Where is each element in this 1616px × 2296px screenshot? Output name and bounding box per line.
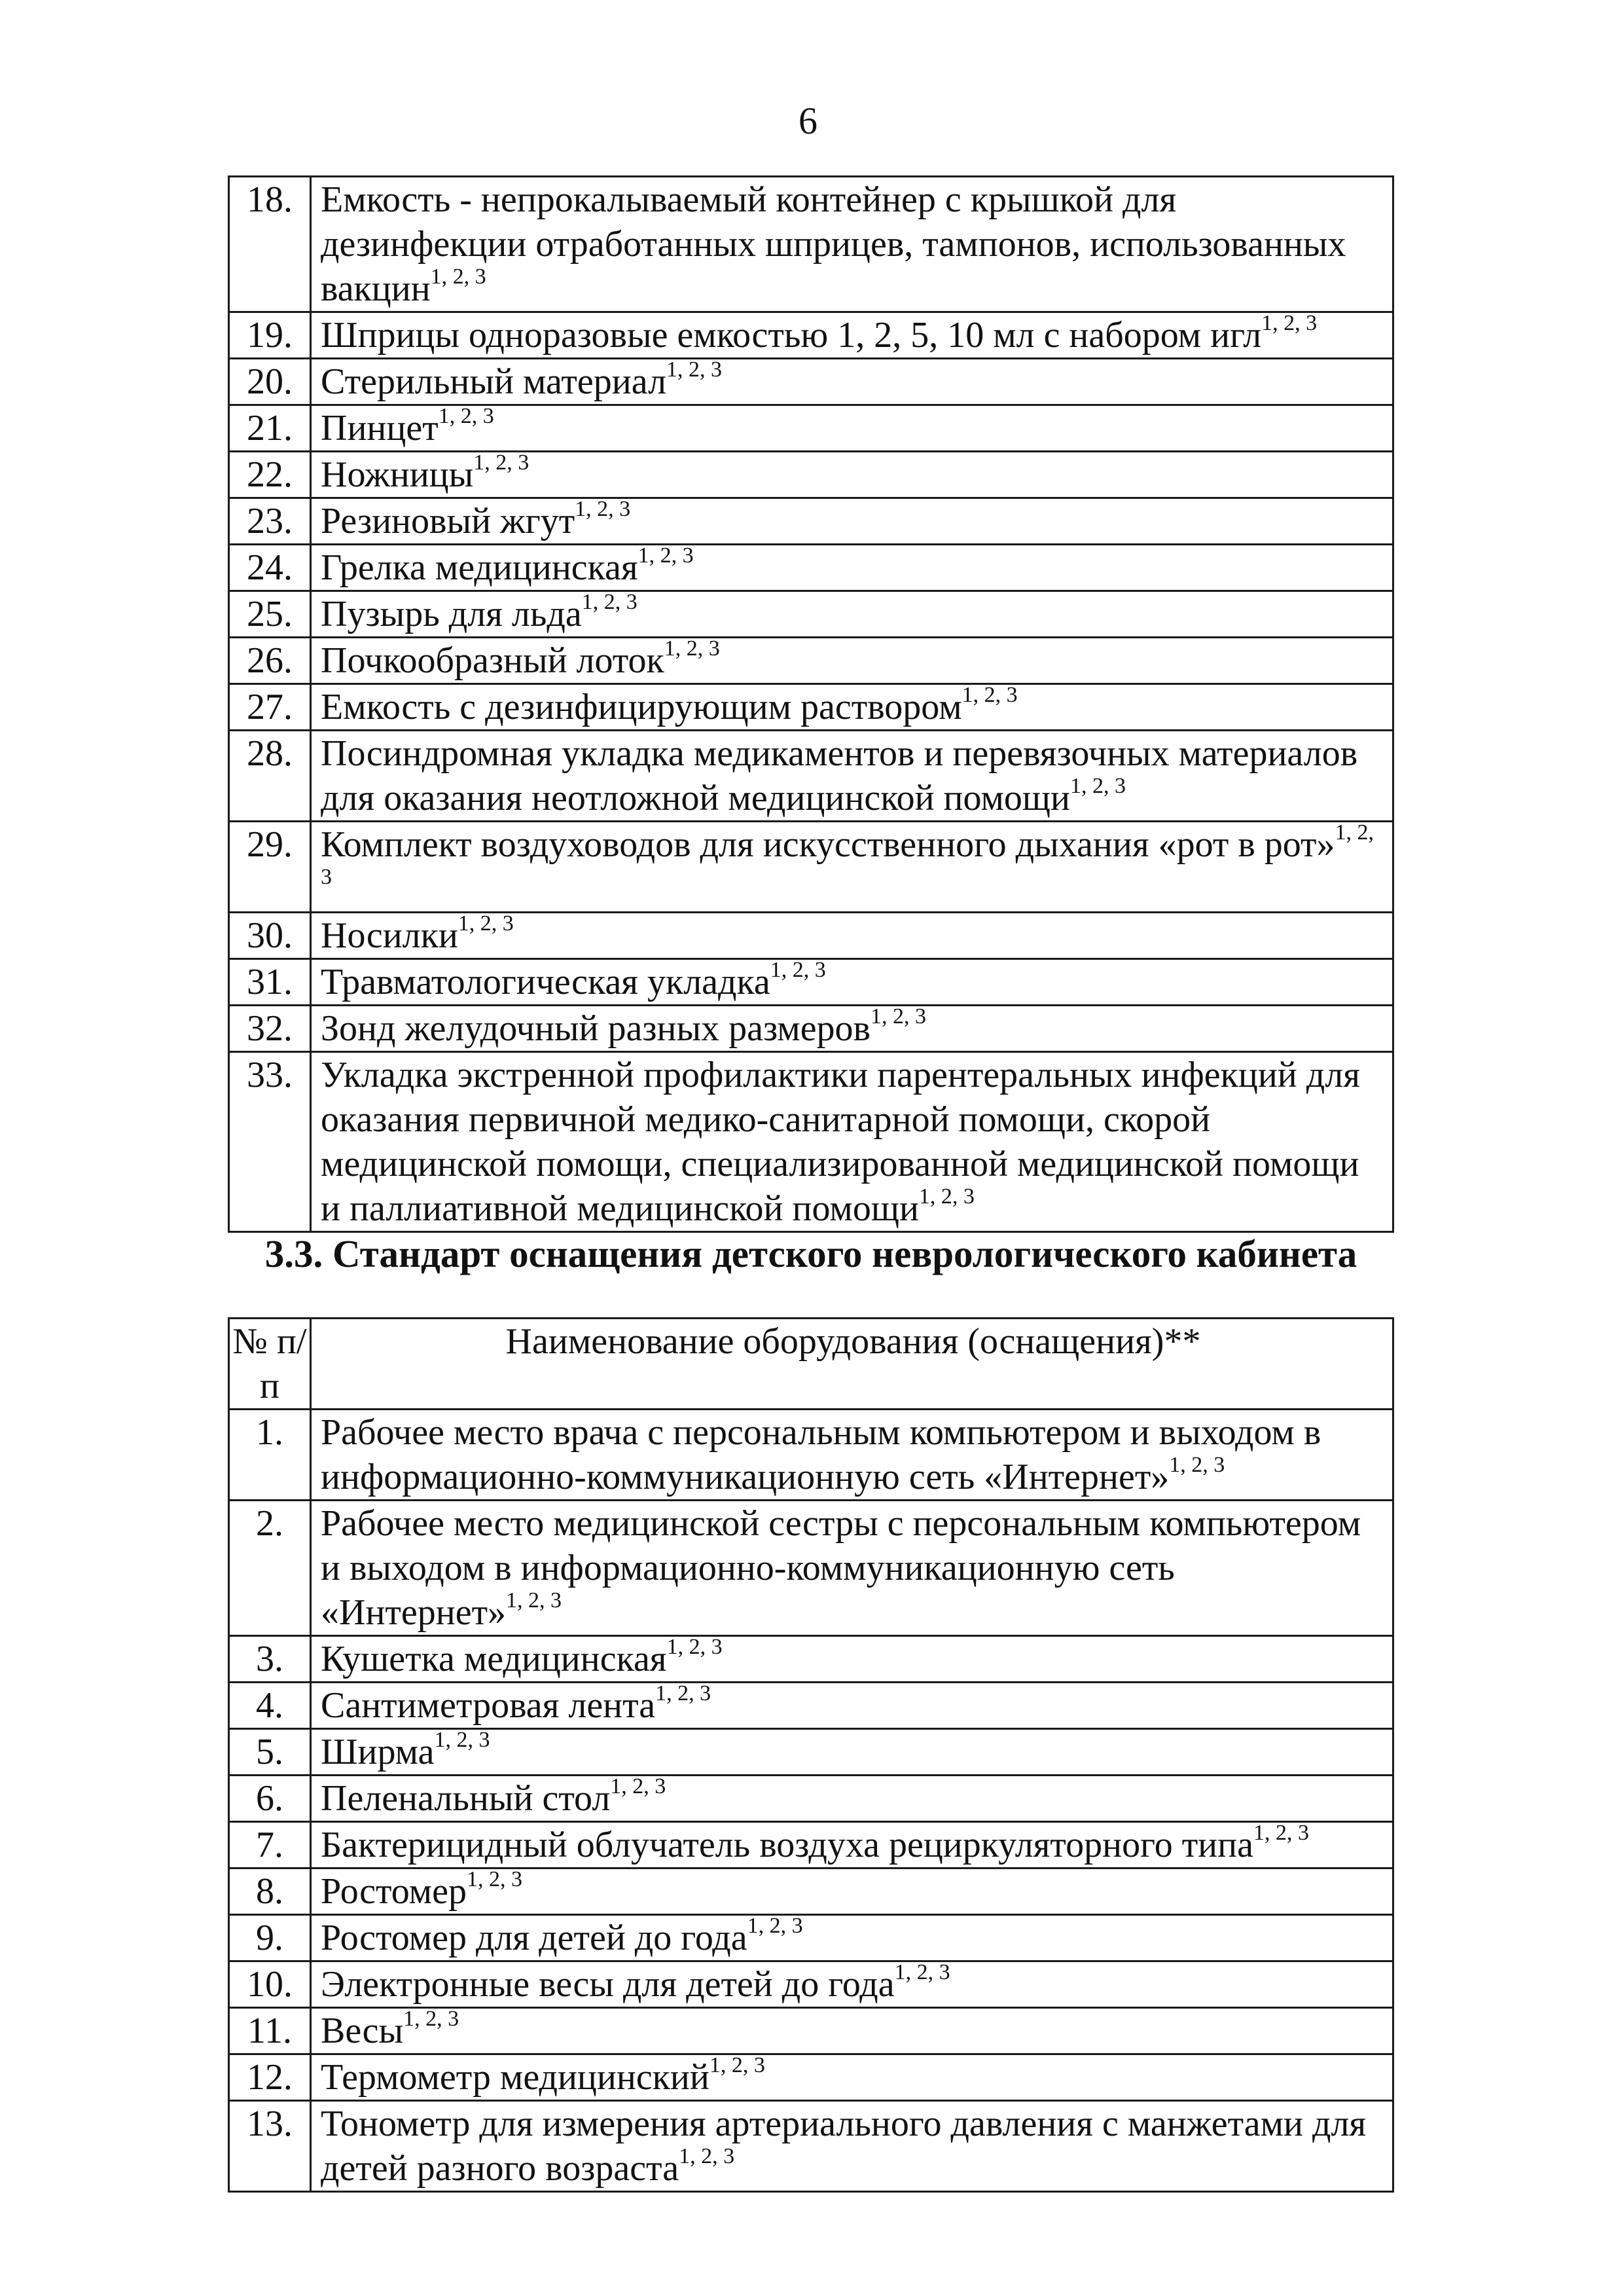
row-number: 10. [229, 1961, 311, 2008]
equipment-text: Комплект воздуховодов для искусственного дыхания «рот в рот» [321, 824, 1335, 865]
footnote-marker: 1, 2, 3 [655, 1681, 711, 1706]
row-number: 31. [229, 959, 311, 1006]
row-equipment-name [311, 359, 1393, 405]
footnote-marker: 1, 2, 3 [679, 2144, 735, 2169]
table-row [229, 2008, 1393, 2054]
row-number: 23. [229, 498, 311, 545]
footnote-marker: 1, 2, 3 [610, 1774, 666, 1799]
equipment-text: Стерильный материал [321, 361, 667, 402]
table-row [229, 405, 1393, 452]
equipment-text: Пузырь для льда [321, 594, 582, 634]
page-number: 6 [799, 100, 817, 142]
row-equipment-name [311, 638, 1393, 684]
footnote-marker: 1, 2, 3 [506, 1588, 562, 1613]
row-number: 3. [229, 1636, 311, 1683]
table-row [229, 591, 1393, 638]
equipment-table-continued [228, 175, 1394, 1233]
table-row [229, 545, 1393, 591]
row-equipment-name [311, 1501, 1393, 1636]
equipment-text: Рабочее место врача с персональным компьютером и выходом в информационно-коммуникационную сеть «Интернет» [321, 1412, 1321, 1497]
header-equipment-name: Наименование оборудования (оснащения)** [311, 1319, 1393, 1410]
row-equipment-name [311, 2101, 1393, 2192]
footnote-marker: 1, 2, 3 [438, 404, 494, 429]
equipment-text: Весы [321, 2011, 404, 2051]
row-number: 6. [229, 1776, 311, 1822]
row-equipment-name [311, 405, 1393, 452]
table-row [229, 359, 1393, 405]
table-row [229, 177, 1393, 312]
footnote-marker: 1, 2, 3 [403, 2007, 459, 2032]
footnote-marker: 1, 2, 3 [747, 1914, 803, 1939]
row-number: 19. [229, 312, 311, 359]
footnote-marker: 1, 2, 3 [1069, 774, 1126, 799]
table-header-row [229, 1319, 1393, 1410]
footnote-marker: 1, 2, 3 [961, 683, 1018, 708]
footnote-marker: 1, 2, 3 [581, 590, 637, 615]
equipment-text: Зонд желудочный разных размеров [321, 1008, 871, 1049]
equipment-text: Пинцет [321, 408, 439, 448]
footnote-marker: 1, 2, 3 [664, 636, 720, 661]
equipment-text: Электронные весы для детей до года [321, 1964, 895, 2005]
row-number: 25. [229, 591, 311, 638]
table-row [229, 1410, 1393, 1501]
equipment-text: Ножницы [321, 454, 474, 495]
footnote-marker: 1, 2, 3 [321, 820, 1374, 890]
row-equipment-name [311, 1052, 1393, 1232]
table-row [229, 959, 1393, 1006]
row-equipment-name [311, 545, 1393, 591]
footnote-marker: 1, 2, 3 [871, 1004, 926, 1029]
row-number: 7. [229, 1822, 311, 1868]
neurology-cabinet-equipment-table [228, 1317, 1394, 2193]
row-equipment-name [311, 1961, 1393, 2008]
row-number: 33. [229, 1052, 311, 1232]
footnote-marker: 1, 2, 3 [1253, 1821, 1309, 1846]
footnote-marker: 1, 2, 3 [1169, 1453, 1225, 1478]
table-row [229, 1776, 1393, 1822]
row-number: 18. [229, 177, 311, 312]
row-number: 28. [229, 731, 311, 822]
row-equipment-name [311, 684, 1393, 731]
row-number: 5. [229, 1729, 311, 1776]
row-equipment-name [311, 2054, 1393, 2101]
equipment-text: Ростомер для детей до года [321, 1918, 747, 1958]
row-equipment-name [311, 1868, 1393, 1915]
equipment-text: Травматологическая укладка [321, 962, 770, 1002]
equipment-text: Носилки [321, 915, 458, 956]
equipment-text: Кушетка медицинская [321, 1639, 667, 1679]
row-number: 32. [229, 1006, 311, 1052]
table-row [229, 1052, 1393, 1232]
row-equipment-name [311, 2008, 1393, 2054]
equipment-text: Почкообразный лоток [321, 640, 664, 681]
footnote-marker: 1, 2, 3 [466, 1867, 522, 1892]
row-number: 1. [229, 1410, 311, 1501]
equipment-text: Бактерицидный облучатель воздуха рециркуляторного типа [321, 1825, 1253, 1865]
row-number: 13. [229, 2101, 311, 2192]
row-equipment-name [311, 1729, 1393, 1776]
section-title: 3.3. Стандарт оснащения детского неврологического кабинета [264, 1232, 1357, 1275]
row-number: 4. [229, 1683, 311, 1729]
equipment-text: Пеленальный стол [321, 1778, 611, 1819]
row-number: 30. [229, 913, 311, 959]
table-row [229, 1636, 1393, 1683]
footnote-marker: 1, 2, 3 [666, 1635, 723, 1660]
row-equipment-name [311, 591, 1393, 638]
footnote-marker: 1, 2, 3 [666, 357, 723, 382]
equipment-text: Ростомер [321, 1871, 467, 1912]
footnote-marker: 1, 2, 3 [575, 497, 631, 522]
equipment-text: Посиндромная укладка медикаментов и перевязочных материалов для оказания неотложной медицинской помощи [321, 733, 1358, 818]
equipment-text: Емкость - непрокалываемый контейнер с крышкой для дезинфекции отработанных шприцев, тампонов, использованных вакцин [321, 179, 1346, 309]
table-row [229, 1915, 1393, 1961]
row-number: 8. [229, 1868, 311, 1915]
table-row [229, 1006, 1393, 1052]
footnote-marker: 1, 2, 3 [918, 1184, 975, 1209]
footnote-marker: 1, 2, 3 [458, 911, 514, 936]
table-row [229, 498, 1393, 545]
equipment-text: Рабочее место медицинской сестры с персональным компьютером и выходом в информационно-коммуникационную сеть «Интернет» [321, 1503, 1361, 1633]
row-equipment-name [311, 1915, 1393, 1961]
equipment-text: Сантиметровая лента [321, 1685, 656, 1726]
table-row [229, 638, 1393, 684]
row-equipment-name [311, 1006, 1393, 1052]
header-number: № п/п [229, 1319, 311, 1410]
row-number: 22. [229, 452, 311, 498]
row-equipment-name [311, 452, 1393, 498]
row-equipment-name [311, 1410, 1393, 1501]
row-number: 2. [229, 1501, 311, 1636]
table-row [229, 913, 1393, 959]
footnote-marker: 1, 2, 3 [430, 264, 486, 289]
row-equipment-name [311, 959, 1393, 1006]
equipment-text: Грелка медицинская [321, 547, 638, 588]
table-row [229, 1868, 1393, 1915]
row-equipment-name [311, 177, 1393, 312]
row-equipment-name [311, 1776, 1393, 1822]
table-row [229, 2101, 1393, 2192]
footnote-marker: 1, 2, 3 [1261, 311, 1318, 336]
footnote-marker: 1, 2, 3 [770, 958, 826, 983]
table-row [229, 452, 1393, 498]
row-equipment-name [311, 1822, 1393, 1868]
table-row [229, 1961, 1393, 2008]
table-row [229, 731, 1393, 822]
footnote-marker: 1, 2, 3 [894, 1960, 950, 1985]
row-equipment-name [311, 1636, 1393, 1683]
table-row [229, 684, 1393, 731]
table-row [229, 822, 1393, 913]
footnote-marker: 1, 2, 3 [434, 1728, 490, 1753]
equipment-text: Емкость с дезинфицирующим раствором [321, 687, 962, 727]
footnote-marker: 1, 2, 3 [637, 543, 694, 568]
row-number: 24. [229, 545, 311, 591]
row-number: 27. [229, 684, 311, 731]
row-number: 11. [229, 2008, 311, 2054]
row-equipment-name [311, 822, 1393, 913]
row-equipment-name [311, 731, 1393, 822]
row-equipment-name [311, 498, 1393, 545]
row-number: 21. [229, 405, 311, 452]
row-number: 26. [229, 638, 311, 684]
equipment-text: Резиновый жгут [321, 501, 575, 541]
row-equipment-name [311, 1683, 1393, 1729]
equipment-text: Укладка экстренной профилактики парентеральных инфекций для оказания первичной медико-санитарной помощи, скорой медицинской помощи, специализированной медицинской помощи и паллиативной медицинской помощи [321, 1055, 1360, 1229]
equipment-text: Тонометр для измерения артериального давления с манжетами для детей разного возраста [321, 2104, 1367, 2189]
equipment-text: Термометр медицинский [321, 2057, 709, 2098]
footnote-marker: 1, 2, 3 [473, 450, 530, 475]
table-row [229, 1501, 1393, 1636]
row-equipment-name [311, 312, 1393, 359]
table-row [229, 2054, 1393, 2101]
table-row [229, 1822, 1393, 1868]
table-row [229, 1729, 1393, 1776]
row-equipment-name [311, 913, 1393, 959]
equipment-text: Ширма [321, 1732, 435, 1772]
row-number: 12. [229, 2054, 311, 2101]
table-row [229, 312, 1393, 359]
table-row [229, 1683, 1393, 1729]
row-number: 29. [229, 822, 311, 913]
equipment-text: Шприцы одноразовые емкостью 1, 2, 5, 10 мл с набором игл [321, 315, 1262, 355]
row-number: 20. [229, 359, 311, 405]
row-number: 9. [229, 1915, 311, 1961]
footnote-marker: 1, 2, 3 [709, 2053, 765, 2078]
